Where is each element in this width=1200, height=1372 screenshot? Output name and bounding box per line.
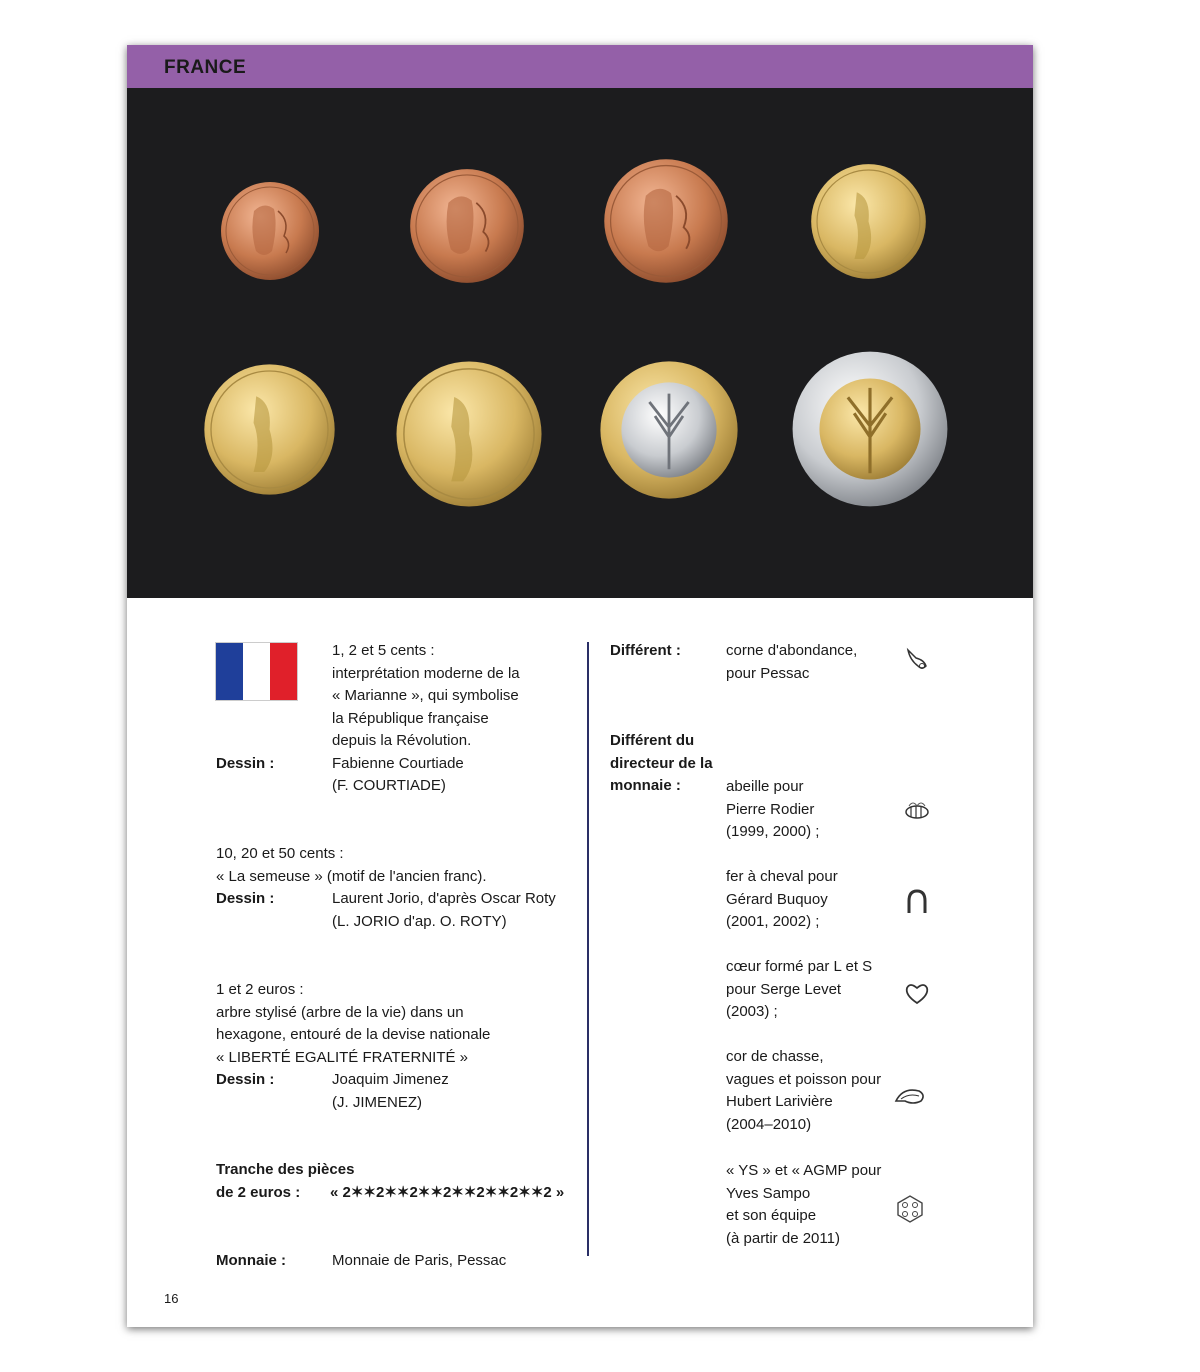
mark-horn-text <box>726 1046 881 1136</box>
mark-bee-text <box>726 776 819 844</box>
coin-10-cents <box>810 163 927 280</box>
bee-icon <box>901 797 933 825</box>
text-line: et son équipe <box>726 1207 817 1224</box>
label-line: de 2 euros : <box>216 1183 301 1201</box>
catalog-page <box>127 45 1033 1327</box>
mark-heart-text <box>726 956 872 1024</box>
text-line: vagues et poisson pour <box>726 1070 882 1088</box>
text-line: (à partir de 2011) <box>726 1229 840 1247</box>
text-line: pour Serge Levet <box>726 980 842 998</box>
page-number: 16 <box>164 1291 179 1306</box>
designer-name: Fabienne Courtiade <box>332 754 464 772</box>
coin-1-euro <box>599 360 739 500</box>
cornucopia-icon <box>900 646 932 674</box>
text-line: 10, 20 et 50 cents : <box>216 845 344 862</box>
text-line: (2003) ; <box>726 1003 778 1020</box>
coin-2-euros <box>791 350 949 508</box>
dessin-label: Dessin : <box>216 890 275 907</box>
text-line: « Marianne », qui symbolise <box>332 687 519 704</box>
text-line: corne d'abondance, <box>726 642 858 659</box>
heart-icon <box>901 979 933 1007</box>
block2-designer <box>332 888 556 933</box>
text-line: (2001, 2002) ; <box>726 913 820 930</box>
text-line: Yves Sampo <box>726 1184 811 1202</box>
designer-name: Joaquim Jimenez <box>332 1071 449 1088</box>
tranche-value: « 2✶✶2✶✶2✶✶2✶✶2✶✶2✶✶2 » <box>330 1184 565 1201</box>
label-line: Différent du <box>610 732 695 749</box>
block3-text <box>216 979 490 1069</box>
designer-name: Laurent Jorio, d'après Oscar Roty <box>332 890 556 907</box>
coin-20-cents <box>203 363 336 496</box>
monnaie-label: Monnaie : <box>216 1252 286 1269</box>
column-divider <box>587 642 589 1256</box>
block1-text <box>332 640 520 798</box>
flag-blue <box>216 643 243 700</box>
text-line: la République française <box>332 709 489 727</box>
monnaie-value: Monnaie de Paris, Pessac <box>332 1252 507 1269</box>
label-line: directeur de la <box>610 754 713 772</box>
text-line: interprétation moderne de la <box>332 664 520 682</box>
mark-horseshoe-text <box>726 866 838 934</box>
text-line: Hubert Larivière <box>726 1093 833 1110</box>
label-line: monnaie : <box>610 777 681 794</box>
hunting-horn-icon <box>893 1083 929 1111</box>
dessin-label: Dessin : <box>216 1071 275 1088</box>
text-line: Gérard Buquoy <box>726 890 828 908</box>
text-line: arbre stylisé (arbre de la vie) dans un <box>216 1003 464 1021</box>
text-line: pour Pessac <box>726 664 810 682</box>
text-line: 1, 2 et 5 cents : <box>332 642 435 659</box>
text-line: « La semeuse » (motif de l'ancien franc). <box>216 867 487 885</box>
flag-white <box>243 643 270 700</box>
text-line: (2004–2010) <box>726 1115 812 1133</box>
text-line: fer à cheval pour <box>726 868 838 885</box>
different-text <box>726 640 857 685</box>
different-label: Différent : <box>610 642 681 659</box>
designer-signature: (L. JORIO d'ap. O. ROTY) <box>332 912 507 930</box>
text-line: Pierre Rodier <box>726 800 815 818</box>
text-line: 1 et 2 euros : <box>216 981 304 998</box>
text-line: depuis la Révolution. <box>332 732 472 749</box>
horseshoe-icon <box>901 887 933 915</box>
text-line: hexagone, entouré de la devise nationale <box>216 1026 491 1043</box>
text-line: abeille pour <box>726 778 804 795</box>
coin-photo <box>127 88 1033 598</box>
text-line: cœur formé par L et S <box>726 958 873 975</box>
coin-5-cents <box>603 158 729 284</box>
mark-ys-text <box>726 1160 881 1250</box>
directeur-label <box>610 730 713 798</box>
country-title: FRANCE <box>164 57 247 78</box>
text-line: « YS » et « AGMP pour <box>726 1162 882 1179</box>
text-line: cor de chasse, <box>726 1048 824 1065</box>
designer-signature: (F. COURTIADE) <box>332 777 446 794</box>
block3-designer <box>332 1069 449 1114</box>
text-line: « LIBERTÉ EGALITÉ FRATERNITÉ » <box>216 1048 469 1066</box>
block2-text <box>216 843 487 888</box>
text-line: (1999, 2000) ; <box>726 823 820 840</box>
designer-signature: (J. JIMENEZ) <box>332 1093 422 1111</box>
flag-red <box>270 643 297 700</box>
coin-50-cents <box>395 360 543 508</box>
label-line: Tranche des pièces <box>216 1161 355 1178</box>
dessin-label: Dessin : <box>216 755 275 772</box>
country-header <box>127 45 1033 88</box>
coin-2-cents <box>409 168 525 284</box>
french-flag <box>215 642 298 701</box>
coin-1-cent <box>220 181 320 281</box>
ys-agmp-icon <box>893 1193 927 1225</box>
